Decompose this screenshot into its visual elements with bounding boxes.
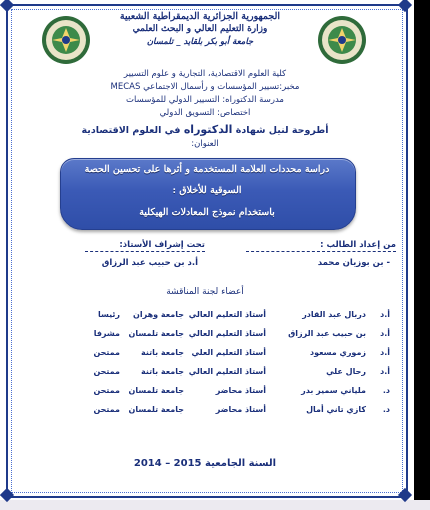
member-rank: أستاذ التعليم العالي — [188, 367, 266, 376]
member-rank: أستاذ التعليم العلي — [191, 348, 266, 357]
supervisor-divider — [85, 251, 205, 252]
committee-row — [0, 348, 430, 364]
committee-row — [0, 386, 430, 402]
ministry-name: وزارة التعليم العالي و البحث العلمي — [132, 24, 268, 34]
member-title: أ.د — [380, 329, 390, 338]
member-role: ممتحن — [93, 405, 120, 414]
member-title: أ.د — [380, 310, 390, 319]
member-university: جامعة تلمسان — [128, 386, 184, 395]
university-logo-right — [316, 14, 368, 66]
member-role: مشرفا — [93, 329, 120, 338]
faculty-name: كلية العلوم الاقتصادية، التجارية و علوم التسيير — [123, 69, 287, 79]
member-university: جامعة تلمسان — [128, 405, 184, 414]
member-role: ممتحن — [93, 367, 120, 376]
member-rank: أستاذ محاضر — [215, 386, 266, 395]
member-role: ممتحن — [93, 386, 120, 395]
committee-row — [0, 329, 430, 345]
member-role: رئيسا — [97, 310, 120, 319]
academic-year-label: السنة الجامعية — [205, 458, 277, 469]
thesis-prefix: أطروحة لنيل شهادة — [235, 125, 329, 136]
member-rank: أستاذ التعليم العالي — [188, 310, 266, 319]
academic-year-value: 2014 – 2015 — [133, 458, 202, 469]
university-logo-left — [40, 14, 92, 66]
member-rank: أستاذ التعليم العالي — [188, 329, 266, 338]
committee-row — [0, 405, 430, 421]
member-name: بن حبيب عبد الرزاق — [288, 329, 366, 338]
student-label: من إعداد الطالب : — [320, 240, 396, 250]
doctoral-school: مدرسة الدكتوراه: التسيير الدولي للمؤسسات — [126, 95, 284, 105]
member-title: أ.د — [380, 348, 390, 357]
committee-row — [0, 310, 430, 326]
member-university: جامعة تلمسان — [128, 329, 184, 338]
member-title: د. — [382, 386, 390, 395]
member-name: كازي تاني أمال — [306, 405, 366, 414]
member-university: جامعة باتنة — [140, 348, 184, 357]
thesis-title-line-2: السوقية للأخلاق : — [172, 185, 242, 196]
member-name: رحال علي — [326, 367, 366, 376]
committee-row — [0, 367, 430, 383]
laboratory-name: مخبر:تسيير المؤسسات و رأسمال الاجتماعي MECAS — [110, 82, 300, 92]
member-name: دربال عبد القادر — [302, 310, 366, 319]
member-university: جامعة وهران — [133, 310, 184, 319]
member-title: د. — [382, 405, 390, 414]
supervisor-name: أ.د بن حبيب عبد الرزاق — [101, 258, 198, 268]
academic-year — [110, 458, 300, 469]
scan-edge-right — [414, 0, 430, 510]
member-name: ملياني سمير بدر — [301, 386, 366, 395]
thesis-degree-line — [40, 123, 370, 136]
thesis-degree: الدكتوراه — [183, 123, 233, 136]
scan-edge-bottom — [0, 500, 430, 510]
thesis-title-line-1: دراسة محددات العلامة المستخدمة و أثرها على تحسين الحصة — [84, 164, 330, 175]
member-title: أ.د — [380, 367, 390, 376]
committee-title: أعضاء لجنة المناقشة — [166, 287, 244, 297]
university-name: جامعة أبو بكر بلقايد _ تلمسان — [146, 37, 254, 47]
member-name: زموري مسعود — [309, 348, 366, 357]
member-university: جامعة باتنة — [140, 367, 184, 376]
thesis-suffix: في العلوم الاقتصادية — [81, 125, 181, 136]
country-name: الجمهورية الجزائرية الديمقراطية الشعبية — [119, 11, 281, 22]
thesis-title-line-3: باستخدام نموذج المعادلات الهيكلية — [139, 207, 275, 218]
title-label: العنوان: — [191, 139, 219, 149]
supervisor-label: تحت إشراف الأستاذ: — [119, 240, 205, 250]
student-name: - بن بوزيان محمد — [317, 258, 390, 268]
student-divider — [246, 251, 396, 252]
specialty: اختصاص: التسويق الدولي — [159, 108, 251, 118]
member-rank: أستاذ محاضر — [215, 405, 266, 414]
member-role: ممتحن — [93, 348, 120, 357]
